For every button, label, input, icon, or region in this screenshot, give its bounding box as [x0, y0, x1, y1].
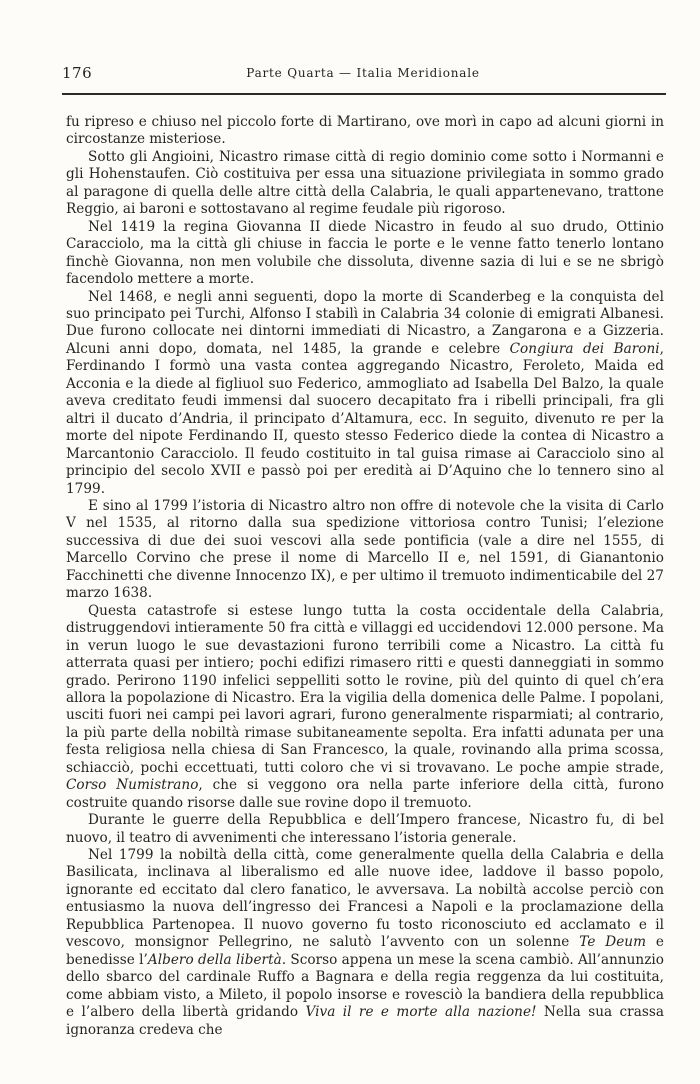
- paragraph: [66, 812, 664, 847]
- paragraph: [66, 603, 664, 812]
- paragraph-text: Nel 1468, e negli anni seguenti, dopo la morte di Scanderbeg e la conquista del suo principato pei Turchi, Alfonso I stabilì in Calabria 34 colonie di emigrati Albanesi. Due furono collocate nei dintorni immediati di Nicastro, a Zangarona e a Gizzeria. Alcuni anni dopo, domata, nel 1485, la grande e celebre: [66, 288, 664, 357]
- paragraph: [66, 498, 664, 603]
- italic-title: Congiura dei Baroni: [509, 340, 660, 357]
- paragraph-text: e benedisse l’: [66, 934, 664, 968]
- paragraph-text: Nel 1799 la nobiltà della città, come generalmente quella della Calabria e della Basilicata, inclinava al liberalismo ed alle nuove idee, laddove il basso popolo, ignorante ed eccitato dal clero fanatico, le avversava. La nobiltà accolse perciò con entusiasmo la nuova dell’ingresso dei Francesi a Napoli e la proclamazione della Repubblica Partenopea. Il nuovo governo fu tosto riconosciuto ed acclamato e il vescovo, monsignor Pellegrino, ne salutò l’avvento con un solenne: [66, 847, 664, 951]
- italic-phrase: Viva il re e morte alla nazione!: [305, 1004, 537, 1021]
- paragraph-text: , Ferdinando I formò una vasta contea aggregando Nicastro, Feroleto, Maida ed Acconia e la diede al figliuol suo Federico, ammogliato ad Isabella Del Balzo, la quale aveva creditato feudi immensi dal suocero decapitato fra i ribelli principali, fra gli altri il ducato d’Andria, il principato d’Altamura, ecc. In seguito, divenuto re per la morte del nipote Ferdinando II, questo stesso Federico diede la contea di Nicastro a Marcantonio Caracciolo. Il feudo costituito in tal guisa rimase ai Caracciolo sino al principio del secolo XVII e passò poi per eredità ai D’Aquino che lo tennero sino al 1799.: [66, 340, 664, 497]
- italic-street-name: Corso Numistrano: [66, 777, 199, 794]
- paragraph-text: Sotto gli Angioini, Nicastro rimase città di regio dominio come sotto i Normanni e gli Hohenstaufen. Ciò costituiva per essa una situazione privilegiata in sommo grado al paragone di quella delle altre città della Calabria, le quali appartenevano, trattone Reggio, ai baroni e sottostavano al regime feudale più rigoroso.: [66, 148, 664, 218]
- paragraph: [66, 847, 664, 1039]
- paragraph-text: , che si veggono ora nella parte inferiore della città, furono costruite quando risorse dalle sue rovine dopo il tremuoto.: [66, 777, 664, 811]
- paragraph: [66, 289, 664, 498]
- paragraph: [66, 219, 664, 289]
- italic-phrase: Te Deum: [579, 934, 647, 951]
- italic-phrase: Albero della libertà: [147, 951, 282, 968]
- paragraph-text: Nella sua crassa ignoranza credeva che: [66, 1004, 664, 1038]
- paragraph-text: E sino al 1799 l’istoria di Nicastro altro non offre di notevole che la visita di Carlo V nel 1535, al ritorno dalla sua spedizione vittoriosa contro Tunisi; l’elezione successiva di due dei suoi vescovi alla sede pontificia (vale a dire nel 1555, di Marcello Corvino che prese il nome di Marcello II e, nel 1591, di Gianantonio Facchinetti che divenne Innocenzo IX), e per ultimo il tremuoto indimenticabile del 27 marzo 1638.: [66, 497, 664, 602]
- paragraph: [66, 114, 664, 149]
- running-title: Parte Quarta — Italia Meridionale: [246, 66, 480, 80]
- page-body: [66, 114, 664, 1039]
- paragraph-text: fu ripreso e chiuso nel piccolo forte di Martirano, ove morì in capo ad alcuni giorni in circostanze misteriose.: [66, 114, 664, 148]
- page-number: 176: [62, 64, 93, 82]
- paragraph-text: . Scorso appena un mese la scena cambiò. All’annunzio dello sbarco del cardinale Ruffo a Bagnara e della regia reggenza da lui costituita, come abbiam visto, a Mileto, il popolo insorse e rovesciò la bandiera della repubblica e l’albero della libertà gridando: [66, 951, 665, 1021]
- paragraph-text: Questa catastrofe si estese lungo tutta la costa occidentale della Calabria, distruggendovi intieramente 50 fra città e villaggi ed uccidendovi 12.000 persone. Ma in verun luogo le sue devastazioni furono terribili come a Nicastro. La città fu atterrata quasi per intiero; pochi edifizi rimasero ritti e questi danneggiati in sommo grado. Perirono 1190 infelici seppelliti sotto le rovine, più del quinto di quel ch’era allora la popolazione di Nicastro. Era la vigilia della domenica delle Palme. I popolani, usciti fuori nei campi pei lavori agrari, furono generalmente risparmiati; al contrario, la più parte della nobiltà rimase subitaneamente sepolta. Era infatti adunata per una festa religiosa nella chiesa di San Francesco, la quale, rovinando alla prima scossa, schiacciò, pochi eccettuati, tutti coloro che vi si trovavano. Le poche ampie strade,: [66, 602, 664, 776]
- paragraph-text: Durante le guerre della Repubblica e dell’Impero francese, Nicastro fu, di bel nuovo, il teatro di avvenimenti che interessano l’istoria generale.: [66, 812, 664, 846]
- paragraph: [66, 149, 664, 219]
- page-header: [62, 62, 664, 84]
- header-rule: [62, 93, 666, 95]
- paragraph-text: Nel 1419 la regina Giovanna II diede Nicastro in feudo al suo drudo, Ottinio Caracciolo, ma la città gli chiuse in faccia le porte e le venne fatto tenerlo lontano finchè Giovanna, non men volubile che dissoluta, divenne sazia di lui e se ne sbrigò facendolo mettere a morte.: [66, 218, 664, 288]
